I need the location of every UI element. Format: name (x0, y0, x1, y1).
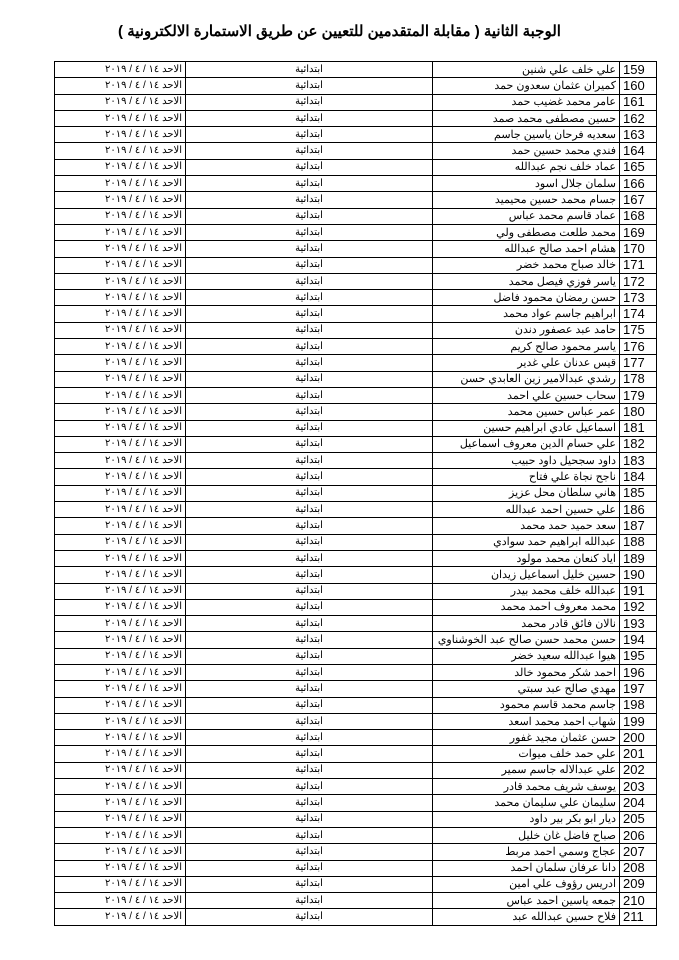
table-row (55, 436, 657, 452)
applicant-name: عبدالله ابراهيم حمد سوادي (433, 534, 620, 550)
applicant-name: اسماعيل عادي ابراهيم حسين (433, 420, 620, 436)
school-level: ابتدائية (186, 192, 433, 208)
row-number: 210 (620, 893, 657, 909)
interview-date: الاحد ١٤ / ٤ / ٢٠١٩ (55, 746, 186, 762)
applicant-name: جاسم محمد قاسم محمود (433, 697, 620, 713)
interview-date: الاحد ١٤ / ٤ / ٢٠١٩ (55, 208, 186, 224)
row-number: 169 (620, 224, 657, 240)
school-level: ابتدائية (186, 208, 433, 224)
table-row (55, 127, 657, 143)
school-level: ابتدائية (186, 567, 433, 583)
table-row (55, 273, 657, 289)
row-number: 191 (620, 583, 657, 599)
school-level: ابتدائية (186, 159, 433, 175)
row-number: 190 (620, 567, 657, 583)
table-row (55, 730, 657, 746)
school-level: ابتدائية (186, 62, 433, 78)
school-level: ابتدائية (186, 127, 433, 143)
school-level: ابتدائية (186, 762, 433, 778)
row-number: 162 (620, 110, 657, 126)
school-level: ابتدائية (186, 534, 433, 550)
table-row (55, 746, 657, 762)
row-number: 211 (620, 909, 657, 925)
applicant-name: كميران عثمان سعدون حمد (433, 78, 620, 94)
interview-date: الاحد ١٤ / ٤ / ٢٠١٩ (55, 62, 186, 78)
row-number: 183 (620, 453, 657, 469)
interview-date: الاحد ١٤ / ٤ / ٢٠١٩ (55, 387, 186, 403)
table-row (55, 224, 657, 240)
row-number: 206 (620, 827, 657, 843)
table-row (55, 62, 657, 78)
interview-date: الاحد ١٤ / ٤ / ٢٠١٩ (55, 730, 186, 746)
row-number: 171 (620, 257, 657, 273)
table-row (55, 241, 657, 257)
applicant-name: هشام احمد صالح عبدالله (433, 241, 620, 257)
table-row (55, 78, 657, 94)
row-number: 192 (620, 599, 657, 615)
table-row (55, 632, 657, 648)
school-level: ابتدائية (186, 518, 433, 534)
table-row (55, 860, 657, 876)
applicant-name: سلمان جلال اسود (433, 176, 620, 192)
interview-date: الاحد ١٤ / ٤ / ٢٠١٩ (55, 583, 186, 599)
table-row (55, 469, 657, 485)
interview-date: الاحد ١٤ / ٤ / ٢٠١٩ (55, 827, 186, 843)
interview-date: الاحد ١٤ / ٤ / ٢٠١٩ (55, 290, 186, 306)
interview-date: الاحد ١٤ / ٤ / ٢٠١٩ (55, 599, 186, 615)
row-number: 199 (620, 713, 657, 729)
row-number: 168 (620, 208, 657, 224)
interview-date: الاحد ١٤ / ٤ / ٢٠١٩ (55, 176, 186, 192)
table-row (55, 599, 657, 615)
school-level: ابتدائية (186, 583, 433, 599)
school-level: ابتدائية (186, 387, 433, 403)
table-row (55, 110, 657, 126)
school-level: ابتدائية (186, 502, 433, 518)
row-number: 195 (620, 648, 657, 664)
applicant-name: جمعه ياسين احمد عباس (433, 893, 620, 909)
interview-date: الاحد ١٤ / ٤ / ٢٠١٩ (55, 404, 186, 420)
school-level: ابتدائية (186, 860, 433, 876)
interview-date: الاحد ١٤ / ٤ / ٢٠١٩ (55, 616, 186, 632)
applicant-name: حامد عبد عصفور دندن (433, 322, 620, 338)
row-number: 188 (620, 534, 657, 550)
table-row (55, 534, 657, 550)
interview-date: الاحد ١٤ / ٤ / ٢٠١٩ (55, 436, 186, 452)
interview-date: الاحد ١٤ / ٤ / ٢٠١٩ (55, 453, 186, 469)
table-row (55, 420, 657, 436)
school-level: ابتدائية (186, 143, 433, 159)
school-level: ابتدائية (186, 876, 433, 892)
interview-date: الاحد ١٤ / ٤ / ٢٠١٩ (55, 648, 186, 664)
interview-date: الاحد ١٤ / ٤ / ٢٠١٩ (55, 860, 186, 876)
page-title: الوجبة الثانية ( مقابلة المتقدمين للتعيين عن طريق الاستمارة الالكترونية ) (118, 23, 561, 40)
interview-date: الاحد ١٤ / ٤ / ٢٠١٩ (55, 485, 186, 501)
row-number: 201 (620, 746, 657, 762)
table-row (55, 371, 657, 387)
school-level: ابتدائية (186, 795, 433, 811)
table-row (55, 648, 657, 664)
applicant-name: صباح فاضل غان خليل (433, 827, 620, 843)
interview-date: الاحد ١٤ / ٤ / ٢٠١٩ (55, 339, 186, 355)
applicant-name: علي خلف علي شنين (433, 62, 620, 78)
table-row (55, 844, 657, 860)
school-level: ابتدائية (186, 616, 433, 632)
applicant-name: سعد حميد حمد محمد (433, 518, 620, 534)
school-level: ابتدائية (186, 322, 433, 338)
school-level: ابتدائية (186, 746, 433, 762)
applicant-name: اياد كنعان محمد مولود (433, 550, 620, 566)
school-level: ابتدائية (186, 306, 433, 322)
school-level: ابتدائية (186, 176, 433, 192)
interview-date: الاحد ١٤ / ٤ / ٢٠١٩ (55, 127, 186, 143)
applicant-name: ياسر فوزي فيصل محمد (433, 273, 620, 289)
table-row (55, 876, 657, 892)
row-number: 200 (620, 730, 657, 746)
school-level: ابتدائية (186, 550, 433, 566)
row-number: 205 (620, 811, 657, 827)
table-row (55, 827, 657, 843)
school-level: ابتدائية (186, 436, 433, 452)
table-row (55, 485, 657, 501)
row-number: 166 (620, 176, 657, 192)
interview-date: الاحد ١٤ / ٤ / ٢٠١٩ (55, 469, 186, 485)
applicant-name: حسين خليل اسماعيل زيدان (433, 567, 620, 583)
school-level: ابتدائية (186, 730, 433, 746)
row-number: 186 (620, 502, 657, 518)
interview-date: الاحد ١٤ / ٤ / ٢٠١٩ (55, 632, 186, 648)
table-row (55, 502, 657, 518)
applicant-name: داود سجحيل داود حبيب (433, 453, 620, 469)
applicant-name: هيوا عبدالله سعيد خضر (433, 648, 620, 664)
interview-date: الاحد ١٤ / ٤ / ٢٠١٩ (55, 518, 186, 534)
row-number: 167 (620, 192, 657, 208)
interview-date: الاحد ١٤ / ٤ / ٢٠١٩ (55, 713, 186, 729)
applicant-name: مهدي صالح عبد سبتي (433, 681, 620, 697)
applicant-name: عماد قاسم محمد عباس (433, 208, 620, 224)
school-level: ابتدائية (186, 779, 433, 795)
interview-date: الاحد ١٤ / ٤ / ٢٠١٩ (55, 779, 186, 795)
row-number: 182 (620, 436, 657, 452)
school-level: ابتدائية (186, 909, 433, 925)
applicant-name: يوسف شريف محمد قادر (433, 779, 620, 795)
table-row (55, 779, 657, 795)
interview-date: الاحد ١٤ / ٤ / ٢٠١٩ (55, 110, 186, 126)
school-level: ابتدائية (186, 371, 433, 387)
applicant-name: محمد معروف احمد محمد (433, 599, 620, 615)
applicant-name: شهاب احمد محمد اسعد (433, 713, 620, 729)
table-row (55, 811, 657, 827)
school-level: ابتدائية (186, 241, 433, 257)
school-level: ابتدائية (186, 485, 433, 501)
interview-date: الاحد ١٤ / ٤ / ٢٠١٩ (55, 78, 186, 94)
interview-date: الاحد ١٤ / ٤ / ٢٠١٩ (55, 355, 186, 371)
applicant-name: محمد طلعت مصطفى ولي (433, 224, 620, 240)
interview-date: الاحد ١٤ / ٤ / ٢٠١٩ (55, 159, 186, 175)
school-level: ابتدائية (186, 827, 433, 843)
table-row (55, 681, 657, 697)
table-row (55, 387, 657, 403)
interview-date: الاحد ١٤ / ٤ / ٢٠١٩ (55, 94, 186, 110)
row-number: 194 (620, 632, 657, 648)
applicant-name: حسن محمد حسن صالح عبد الخوشناوي (433, 632, 620, 648)
interview-date: الاحد ١٤ / ٤ / ٢٠١٩ (55, 192, 186, 208)
school-level: ابتدائية (186, 811, 433, 827)
interview-date: الاحد ١٤ / ٤ / ٢٠١٩ (55, 273, 186, 289)
applicants-table (54, 61, 657, 926)
interview-date: الاحد ١٤ / ٤ / ٢٠١٩ (55, 844, 186, 860)
applicant-name: سعديه فرحان ياسين جاسم (433, 127, 620, 143)
applicant-name: ابراهيم جاسم عواد محمد (433, 306, 620, 322)
applicant-name: علي حسام الدين معروف اسماعيل (433, 436, 620, 452)
interview-date: الاحد ١٤ / ٤ / ٢٠١٩ (55, 909, 186, 925)
row-number: 177 (620, 355, 657, 371)
row-number: 203 (620, 779, 657, 795)
applicant-name: عامر محمد غضيب حمد (433, 94, 620, 110)
row-number: 164 (620, 143, 657, 159)
interview-date: الاحد ١٤ / ٤ / ٢٠١٩ (55, 681, 186, 697)
row-number: 208 (620, 860, 657, 876)
applicant-name: عجاج وسمي احمد مربط (433, 844, 620, 860)
applicant-name: جسام محمد حسين محيميد (433, 192, 620, 208)
row-number: 204 (620, 795, 657, 811)
applicant-name: سليمان علي سليمان محمد (433, 795, 620, 811)
applicant-name: علي عبدالاله جاسم سمير (433, 762, 620, 778)
school-level: ابتدائية (186, 599, 433, 615)
school-level: ابتدائية (186, 713, 433, 729)
applicant-name: احمد شكر محمود خالد (433, 664, 620, 680)
interview-date: الاحد ١٤ / ٤ / ٢٠١٩ (55, 534, 186, 550)
applicant-name: عمر عباس حسين محمد (433, 404, 620, 420)
row-number: 178 (620, 371, 657, 387)
applicant-name: قيس عدنان علي غدير (433, 355, 620, 371)
table-row (55, 697, 657, 713)
interview-date: الاحد ١٤ / ٤ / ٢٠١٩ (55, 762, 186, 778)
row-number: 189 (620, 550, 657, 566)
applicant-name: علي حسين احمد عبدالله (433, 502, 620, 518)
applicant-name: ياسر محمود صالح كريم (433, 339, 620, 355)
interview-date: الاحد ١٤ / ٤ / ٢٠١٩ (55, 502, 186, 518)
school-level: ابتدائية (186, 681, 433, 697)
row-number: 161 (620, 94, 657, 110)
row-number: 180 (620, 404, 657, 420)
school-level: ابتدائية (186, 697, 433, 713)
table-row (55, 290, 657, 306)
interview-date: الاحد ١٤ / ٤ / ٢٠١٩ (55, 420, 186, 436)
table-row (55, 909, 657, 925)
row-number: 160 (620, 78, 657, 94)
row-number: 173 (620, 290, 657, 306)
row-number: 196 (620, 664, 657, 680)
row-number: 165 (620, 159, 657, 175)
school-level: ابتدائية (186, 94, 433, 110)
table-row (55, 176, 657, 192)
school-level: ابتدائية (186, 844, 433, 860)
applicant-name: حسين مصطفى محمد صمد (433, 110, 620, 126)
applicant-name: نالان فائق قادر محمد (433, 616, 620, 632)
interview-date: الاحد ١٤ / ٤ / ٢٠١٩ (55, 371, 186, 387)
table-row (55, 893, 657, 909)
applicant-name: ادريس رؤوف علي امين (433, 876, 620, 892)
table-body (55, 62, 657, 926)
school-level: ابتدائية (186, 224, 433, 240)
row-number: 197 (620, 681, 657, 697)
row-number: 187 (620, 518, 657, 534)
school-level: ابتدائية (186, 632, 433, 648)
interview-date: الاحد ١٤ / ٤ / ٢٠١٩ (55, 876, 186, 892)
school-level: ابتدائية (186, 893, 433, 909)
table-row (55, 322, 657, 338)
interview-date: الاحد ١٤ / ٤ / ٢٠١٩ (55, 143, 186, 159)
table-row (55, 339, 657, 355)
table-row (55, 762, 657, 778)
row-number: 174 (620, 306, 657, 322)
applicant-name: علي حمد خلف ميوات (433, 746, 620, 762)
applicant-name: فندي محمد حسين حمد (433, 143, 620, 159)
school-level: ابتدائية (186, 469, 433, 485)
row-number: 202 (620, 762, 657, 778)
interview-date: الاحد ١٤ / ٤ / ٢٠١٩ (55, 893, 186, 909)
applicant-name: فلاح حسين عبدالله عبد (433, 909, 620, 925)
table-row (55, 664, 657, 680)
interview-date: الاحد ١٤ / ٤ / ٢٠١٩ (55, 795, 186, 811)
row-number: 170 (620, 241, 657, 257)
applicant-name: هاني سلطان محل عزيز (433, 485, 620, 501)
interview-date: الاحد ١٤ / ٤ / ٢٠١٩ (55, 241, 186, 257)
interview-date: الاحد ١٤ / ٤ / ٢٠١٩ (55, 664, 186, 680)
school-level: ابتدائية (186, 404, 433, 420)
row-number: 198 (620, 697, 657, 713)
school-level: ابتدائية (186, 290, 433, 306)
row-number: 185 (620, 485, 657, 501)
interview-date: الاحد ١٤ / ٤ / ٢٠١٩ (55, 811, 186, 827)
school-level: ابتدائية (186, 78, 433, 94)
table-row (55, 306, 657, 322)
applicant-name: رشدي عبدالامير زين العابدي حسن (433, 371, 620, 387)
applicant-name: عبدالله خلف محمد بيدر (433, 583, 620, 599)
interview-date: الاحد ١٤ / ٤ / ٢٠١٩ (55, 697, 186, 713)
row-number: 181 (620, 420, 657, 436)
table-row (55, 567, 657, 583)
applicant-name: حسن رمضان محمود فاضل (433, 290, 620, 306)
row-number: 209 (620, 876, 657, 892)
row-number: 179 (620, 387, 657, 403)
interview-date: الاحد ١٤ / ٤ / ٢٠١٩ (55, 224, 186, 240)
row-number: 176 (620, 339, 657, 355)
applicant-name: ديار ابو بكر بير داود (433, 811, 620, 827)
school-level: ابتدائية (186, 664, 433, 680)
table-row (55, 518, 657, 534)
school-level: ابتدائية (186, 273, 433, 289)
table-row (55, 143, 657, 159)
school-level: ابتدائية (186, 453, 433, 469)
row-number: 175 (620, 322, 657, 338)
applicant-name: حسن عثمان مجيد غفور (433, 730, 620, 746)
applicant-name: سحاب حسين علي احمد (433, 387, 620, 403)
row-number: 163 (620, 127, 657, 143)
table-row (55, 192, 657, 208)
interview-date: الاحد ١٤ / ٤ / ٢٠١٩ (55, 306, 186, 322)
table-row (55, 453, 657, 469)
school-level: ابتدائية (186, 339, 433, 355)
table-row (55, 159, 657, 175)
school-level: ابتدائية (186, 420, 433, 436)
interview-date: الاحد ١٤ / ٤ / ٢٠١٩ (55, 257, 186, 273)
table-row (55, 94, 657, 110)
applicant-name: دانا عرفان سلمان احمد (433, 860, 620, 876)
table-row (55, 583, 657, 599)
table-row (55, 404, 657, 420)
table-row (55, 713, 657, 729)
applicant-name: خالد صباح محمد خضر (433, 257, 620, 273)
row-number: 193 (620, 616, 657, 632)
interview-date: الاحد ١٤ / ٤ / ٢٠١٩ (55, 550, 186, 566)
row-number: 172 (620, 273, 657, 289)
interview-date: الاحد ١٤ / ٤ / ٢٠١٩ (55, 567, 186, 583)
table-row (55, 795, 657, 811)
applicant-name: ناجح نجاة علي فتاح (433, 469, 620, 485)
table-row (55, 550, 657, 566)
table-row (55, 208, 657, 224)
school-level: ابتدائية (186, 648, 433, 664)
school-level: ابتدائية (186, 355, 433, 371)
applicant-name: عماد خلف نجم عبدالله (433, 159, 620, 175)
interview-date: الاحد ١٤ / ٤ / ٢٠١٩ (55, 322, 186, 338)
row-number: 184 (620, 469, 657, 485)
row-number: 207 (620, 844, 657, 860)
school-level: ابتدائية (186, 257, 433, 273)
row-number: 159 (620, 62, 657, 78)
table-row (55, 257, 657, 273)
school-level: ابتدائية (186, 110, 433, 126)
table-row (55, 355, 657, 371)
table-row (55, 616, 657, 632)
